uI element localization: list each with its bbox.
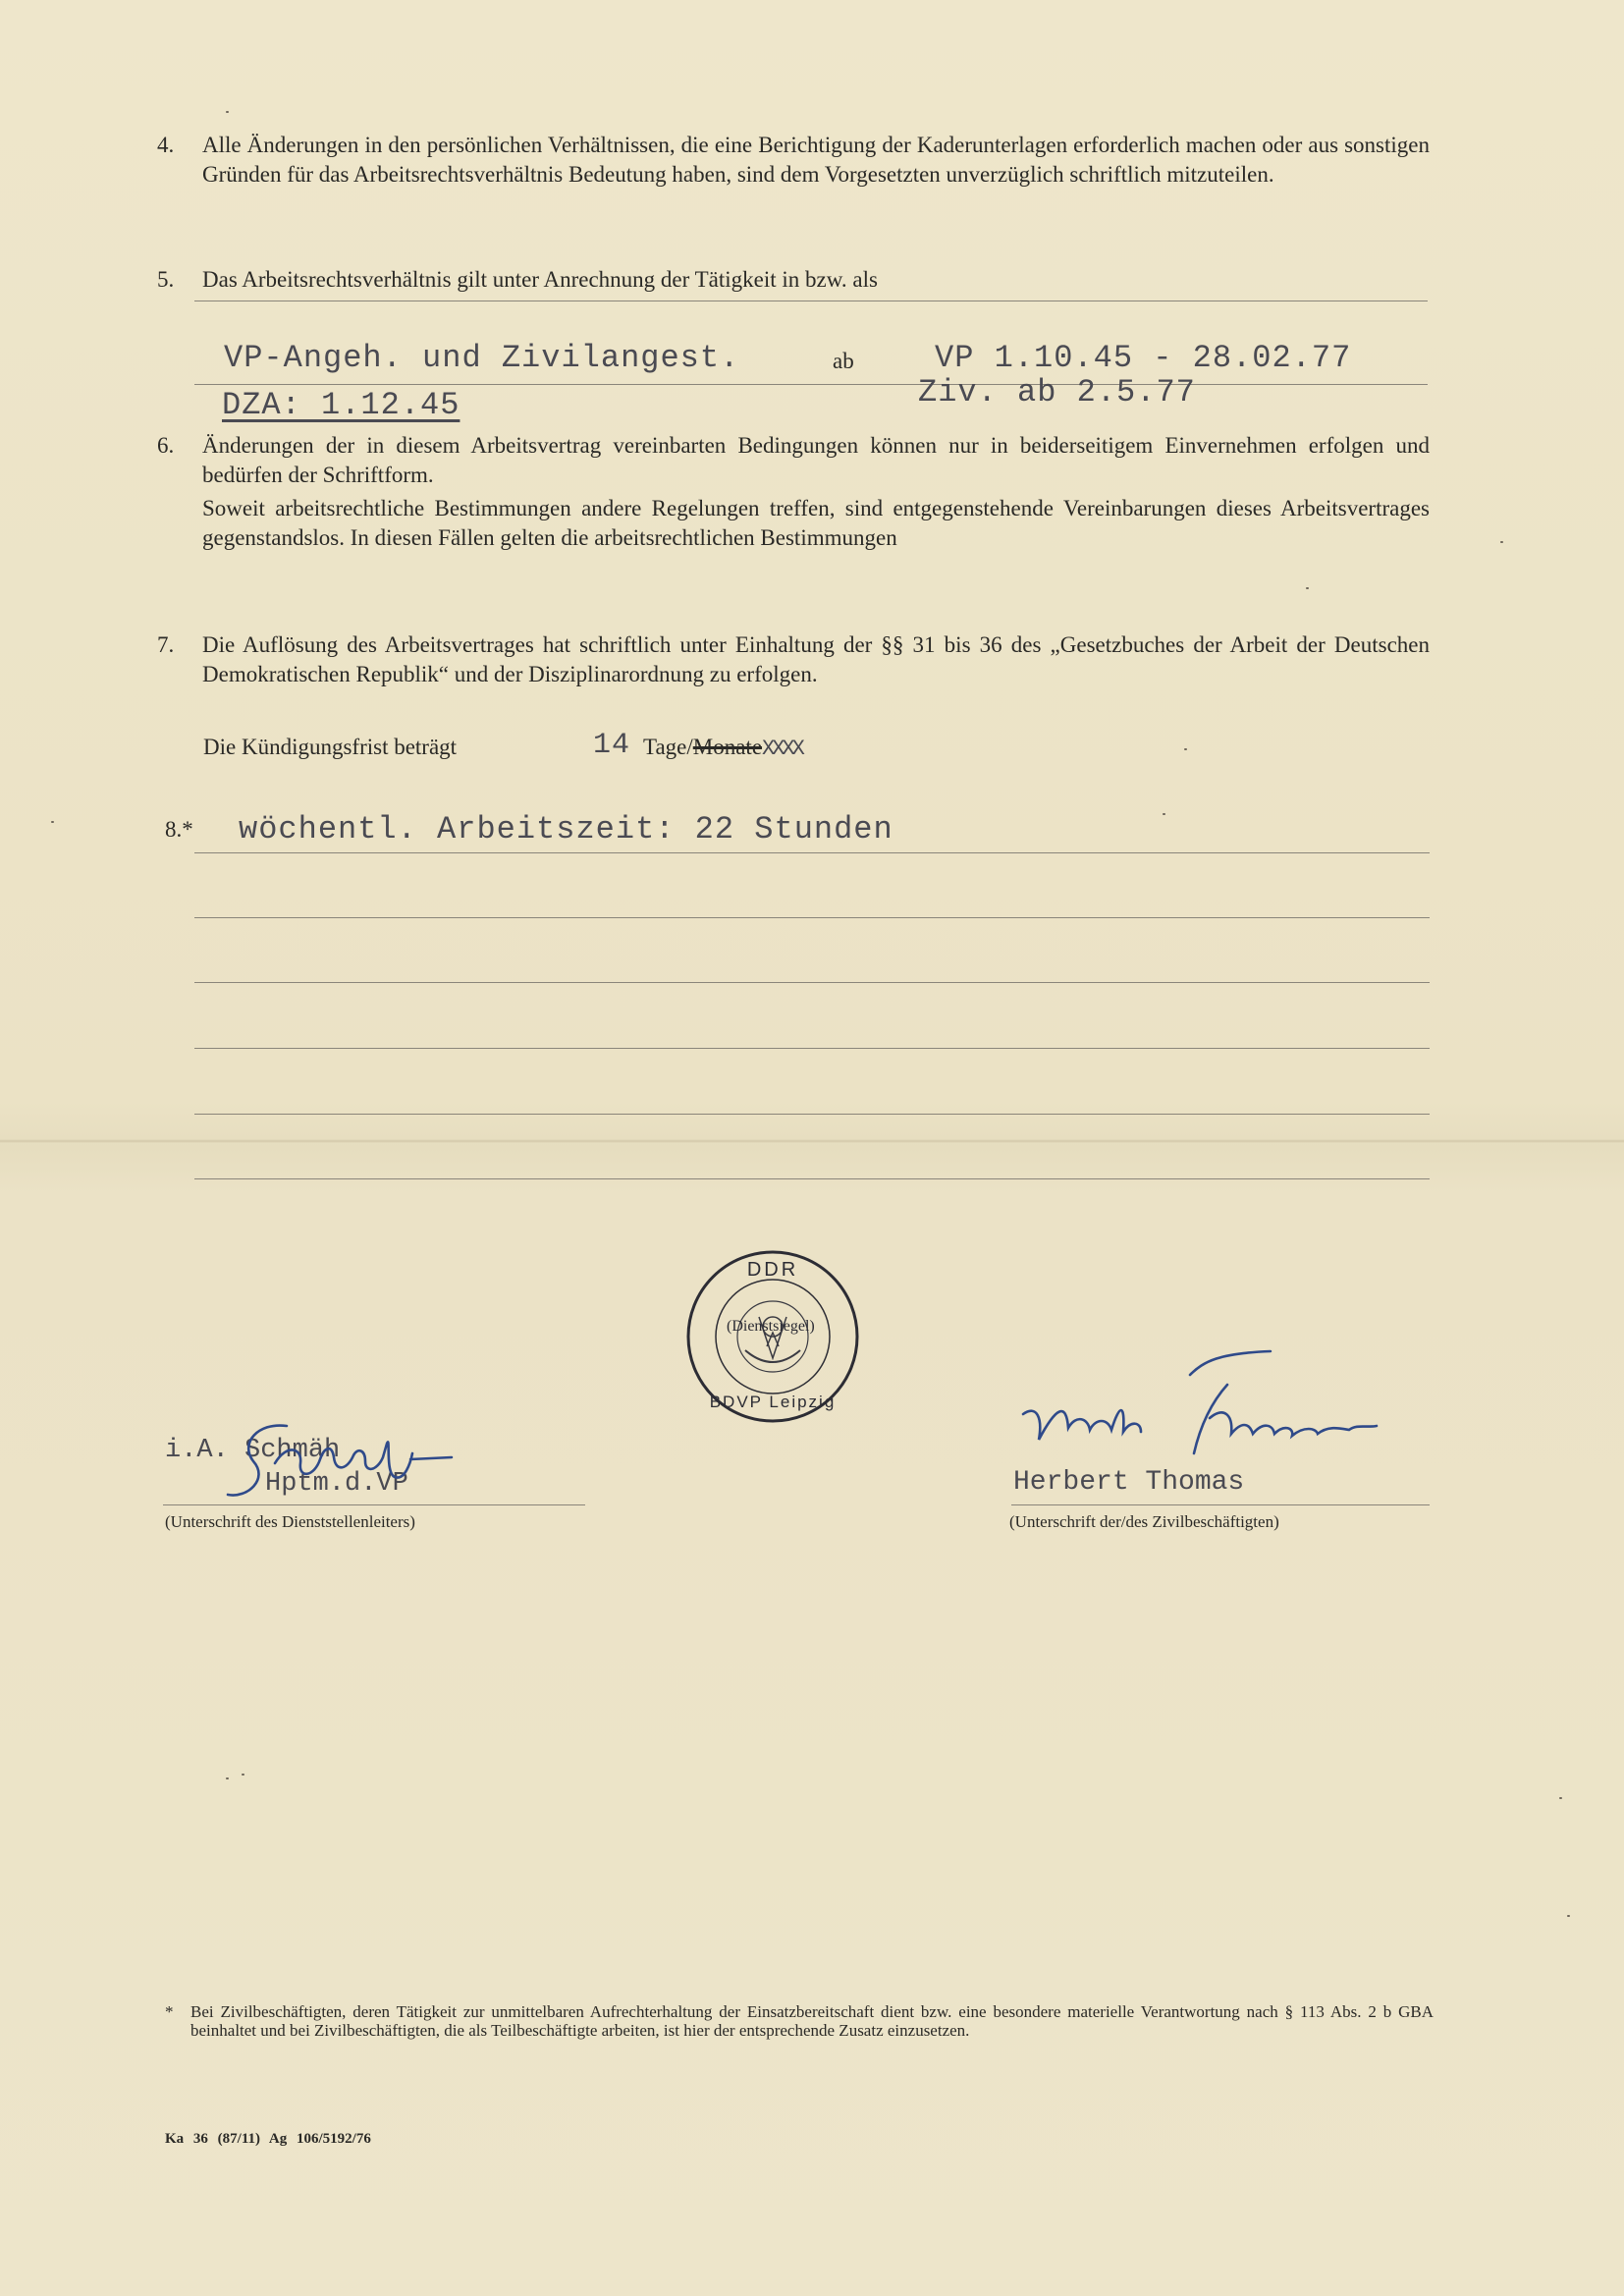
clause-6-number: 6.: [157, 433, 175, 458]
notice-period-value: 14: [593, 729, 631, 762]
typewriter-overstrike: XXXX: [762, 737, 802, 761]
speck: [1567, 1915, 1570, 1917]
clause-5-typed-ziv: Ziv. ab 2.5.77: [918, 374, 1196, 410]
speck: [1500, 541, 1503, 543]
speck: [1184, 748, 1187, 750]
form-identifier: Ka 36 (87/11) Ag 106/5192/76: [165, 2131, 371, 2147]
clause-4-text: Alle Änderungen in den persönlichen Verhältnissen, die eine Berichtigung der Kaderunterlagen erforderlich machen oder aus sonstigen Gründen für das Arbeitsrechtsverhältnis Bedeutung haben, sind dem Vorgesetzten unverzüglich schriftlich mitzuteilen.: [202, 133, 1430, 187]
signer-left-name: i.A. Schmäh: [165, 1436, 341, 1465]
clause-8-line-2: [194, 917, 1430, 918]
notice-period-unit-struck: Monate: [692, 735, 763, 759]
clause-5: [157, 265, 1430, 295]
clause-6-text: [202, 431, 1430, 553]
clause-5-number: 5.: [157, 267, 175, 292]
notice-period-unit-days: Tage/: [643, 735, 693, 759]
clause-6: [157, 431, 1430, 553]
clause-5-line-2: [194, 384, 1428, 385]
clause-5-typed-dza: DZA: 1.12.45: [222, 387, 460, 423]
footnote-marker: *: [165, 2002, 174, 2021]
clause-8-line-3: [194, 982, 1430, 983]
notice-period-label: Die Kündigungsfrist beträgt: [203, 735, 458, 759]
seal-bottom-text: BDVP Leipzig: [709, 1393, 837, 1411]
paper-fold: [0, 1139, 1624, 1143]
clause-7-text: Die Auflösung des Arbeitsvertrages hat schriftlich unter Einhaltung der §§ 31 bis 36 des „Gesetzbuches der Arbeit der Deutschen Demokratischen Republik“ und der Disziplinarordnung zu erfolgen.: [202, 632, 1430, 686]
speck: [1306, 587, 1309, 589]
signature-left-caption: (Unterschrift des Dienststellenleiters): [165, 1512, 415, 1531]
speck: [242, 1774, 244, 1776]
signature-right-caption: (Unterschrift der/des Zivilbeschäftigten): [1009, 1512, 1279, 1531]
signer-left-rank: Hptm.d.VP: [265, 1469, 408, 1499]
clause-7: [157, 630, 1430, 689]
clause-8-line-5: [194, 1114, 1430, 1115]
speck: [226, 111, 229, 113]
clause-5-text: Das Arbeitsrechtsverhältnis gilt unter Anrechnung der Tätigkeit in bzw. als: [202, 267, 878, 292]
clause-4: [157, 131, 1430, 190]
clause-6-text-2: Soweit arbeitsrechtliche Bestimmungen andere Regelungen treffen, sind entgegenstehende Vereinbarungen dieses Arbeitsvertrages gegenstandslos. In diesen Fällen gelten die arbeitsrechtlichen Bestimmungen: [202, 496, 1430, 550]
speck: [1163, 813, 1165, 815]
signature-left-ink: [218, 1404, 463, 1512]
clause-6-text-1: Änderungen der in diesem Arbeitsvertrag vereinbarten Bedingungen können nur in beiderseitigem Einvernehmen erfolgen und bedürfen der Schriftform.: [202, 433, 1430, 487]
speck: [226, 1777, 229, 1779]
seal-center-label: (Dienstsiegel): [727, 1318, 815, 1335]
official-seal: [684, 1248, 861, 1425]
clause-8-line-4: [194, 1048, 1430, 1049]
clause-8-number: 8.*: [165, 817, 193, 842]
clause-8-typed: wöchentl. Arbeitszeit: 22 Stunden: [239, 811, 893, 847]
signature-right-line: [1011, 1504, 1430, 1505]
signature-left-line: [163, 1504, 585, 1505]
clause-7-number: 7.: [157, 632, 175, 657]
clause-8-line-6: [194, 1178, 1430, 1179]
footnote-text: Bei Zivilbeschäftigten, deren Tätigkeit zur unmittelbaren Aufrechterhaltung der Einsatzbereitschaft dient bzw. eine besondere materielle Verantwortung nach § 113 Abs. 2 b GBA beinhaltet und bei Zivilbeschäftigten, die als Teilbeschäftigte arbeiten, ist hier der entsprechende Zusatz einzusetzen.: [190, 2002, 1434, 2040]
signature-right-ink: [1017, 1345, 1390, 1473]
clause-4-number: 4.: [157, 133, 175, 157]
footnote: [157, 2002, 1434, 2040]
clause-8-line-1: [194, 852, 1430, 853]
clause-5-typed-position: VP-Angeh. und Zivilangest.: [224, 340, 740, 376]
clause-5-ab-label: ab: [833, 349, 854, 373]
seal-top-text: DDR: [746, 1259, 799, 1281]
notice-period-unit: [643, 735, 802, 761]
speck: [1559, 1797, 1562, 1799]
clause-5-typed-period: VP 1.10.45 - 28.02.77: [935, 340, 1352, 376]
speck: [51, 821, 54, 823]
signer-right-name: Herbert Thomas: [1013, 1467, 1245, 1498]
